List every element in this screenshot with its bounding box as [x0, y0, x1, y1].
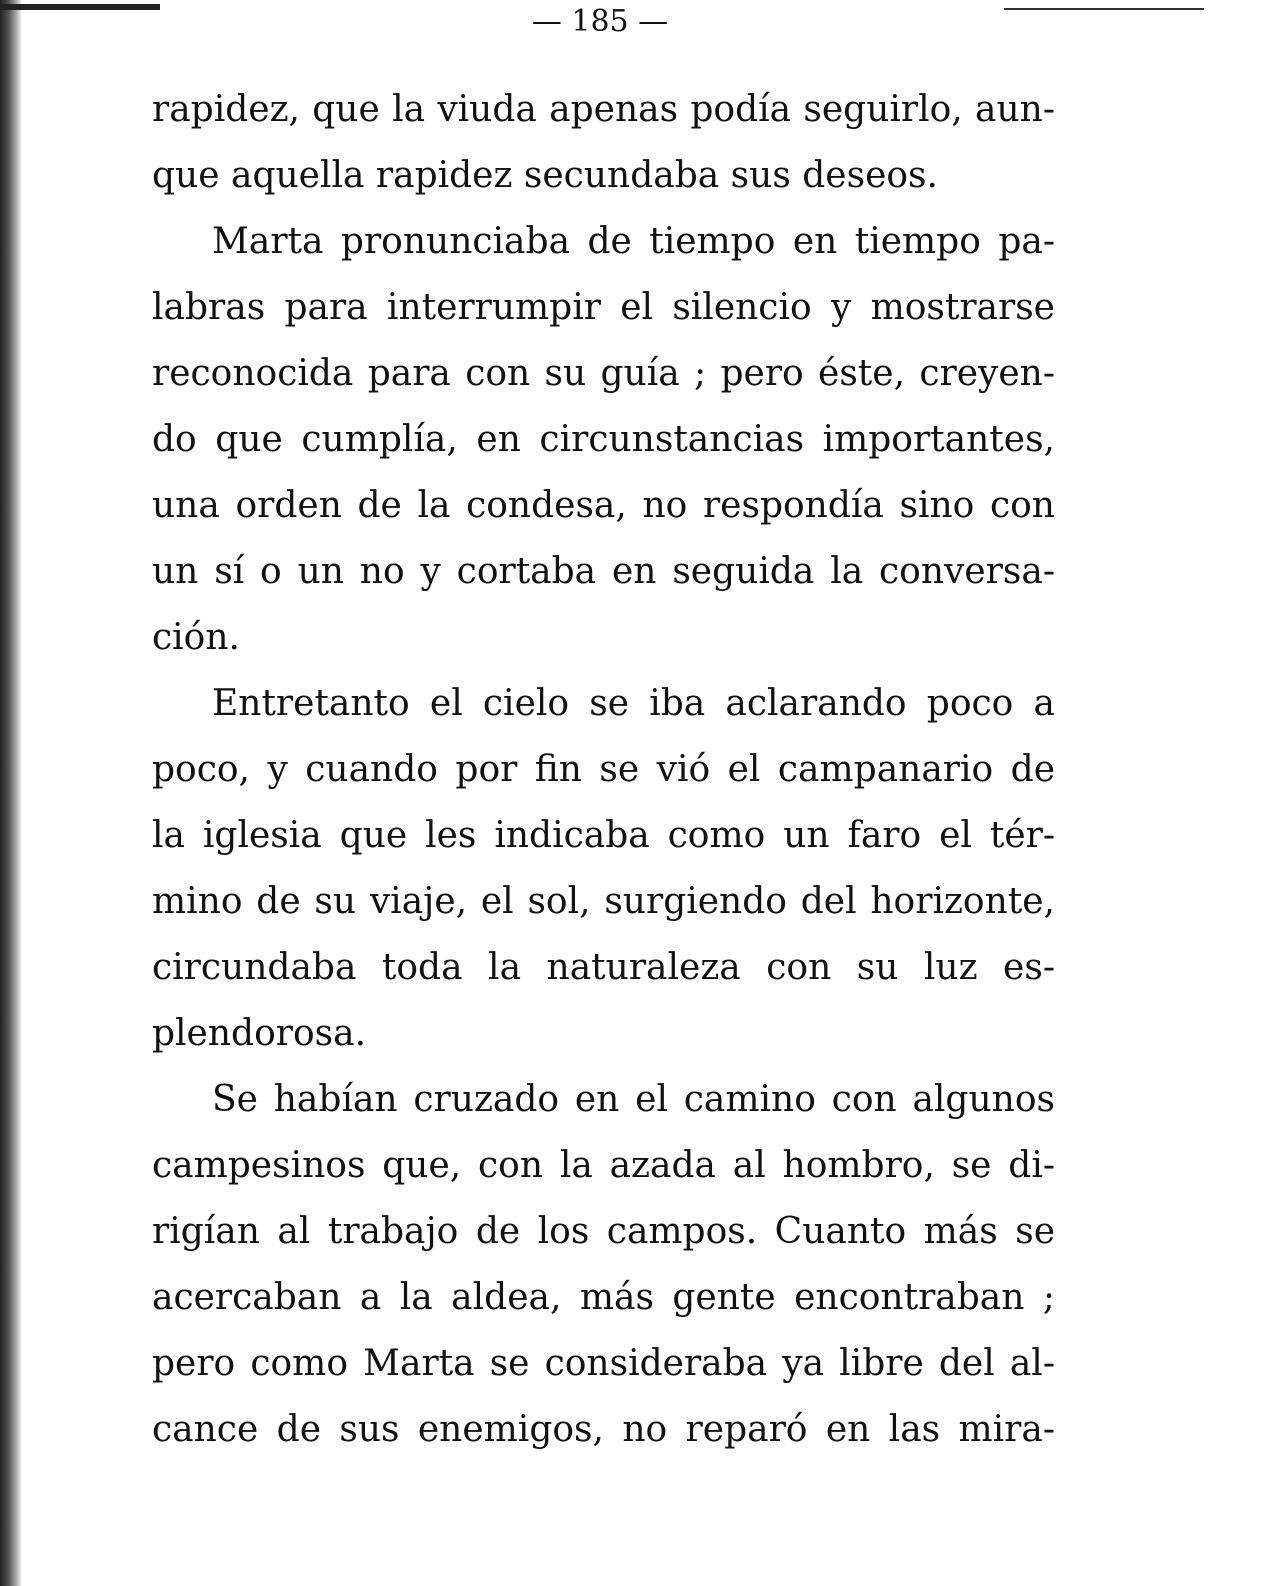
text-line: mino de su viaje, el sol, surgiendo del horizonte, [152, 881, 1055, 922]
text-line: una orden de la condesa, no respondía sino con [152, 485, 1055, 526]
text-line: rigían al trabajo de los campos. Cuanto más se [152, 1211, 1055, 1252]
text-line: circundaba toda la naturaleza con su luz es- [152, 947, 1055, 988]
text-line: Marta pronunciaba de tiempo en tiempo pa- [212, 221, 1055, 262]
text-line: pero como Marta se consideraba ya libre del al- [152, 1343, 1055, 1384]
text-line: cance de sus enemigos, no reparó en las mira- [152, 1409, 1055, 1450]
text-line: Entretanto el cielo se iba aclarando poco a [212, 683, 1055, 724]
text-line: un sí o un no y cortaba en seguida la conversa- [152, 551, 1055, 592]
book-binding-edge [0, 0, 22, 1586]
text-line: rapidez, que la viuda apenas podía seguirlo, aun- [152, 89, 1055, 130]
page-number: — 185 — [531, 4, 669, 39]
text-line: Se habían cruzado en el camino con algunos [212, 1079, 1055, 1120]
text-line: do que cumplía, en circunstancias importantes, [152, 419, 1055, 460]
text-line: la iglesia que les indicaba como un faro el tér- [152, 815, 1055, 856]
text-line: poco, y cuando por fin se vió el campanario de [152, 749, 1055, 790]
text-line: reconocida para con su guía ; pero éste, creyen- [152, 353, 1055, 394]
text-line: que aquella rapidez secundaba sus deseos. [152, 155, 938, 196]
text-line: ción. [152, 617, 240, 658]
text-line: campesinos que, con la azada al hombro, se di- [152, 1145, 1055, 1186]
text-line: plendorosa. [152, 1013, 367, 1054]
text-line: acercaban a la aldea, más gente encontraban ; [152, 1277, 1055, 1318]
text-line: labras para interrumpir el silencio y mostrarse [152, 287, 1055, 328]
